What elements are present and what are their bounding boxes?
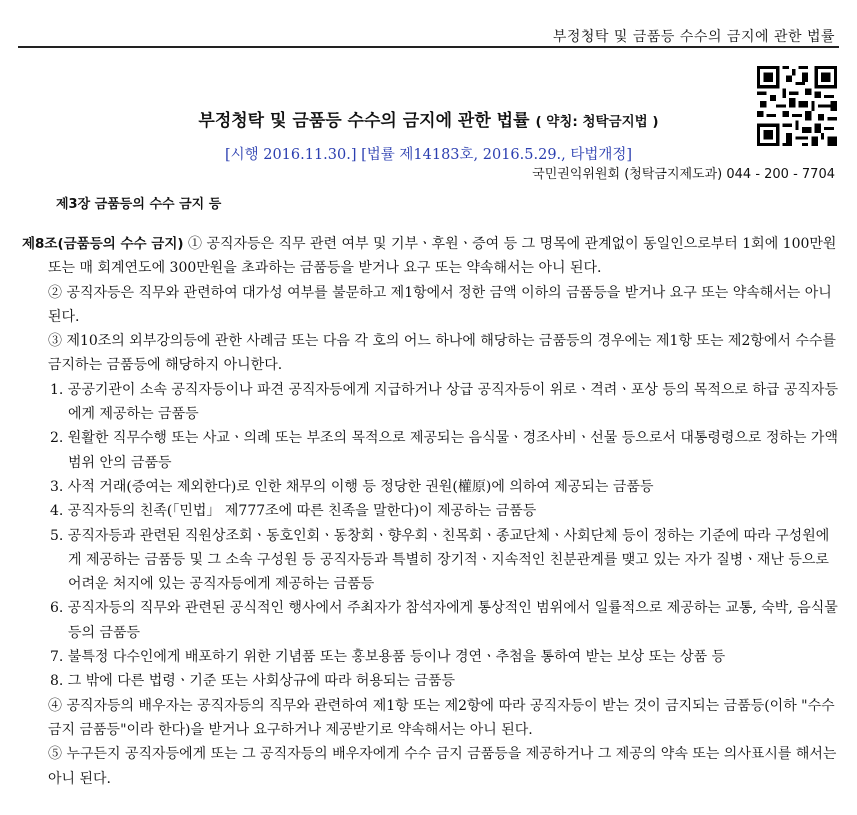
list-item: 3. 사적 거래(증여는 제외한다)로 인한 채무의 이행 등 정당한 권원(權原)에 의하여 제공되는 금품등 [50,478,654,495]
revision-info[interactable]: [시행 2016.11.30.] [법률 제14183호, 2016.5.29., 타법개정] [224,147,633,163]
chapter-heading: 제3장 금품등의 수수 금지 등 [56,197,222,212]
ministry-contact: 국민권익위원회 (청탁금지제도과) 044 - 200 - 7704 [532,167,835,182]
document-title [0,106,857,131]
list-item: 7. 불특정 다수인에게 배포하기 위한 기념품 또는 홍보용품 등이나 경연ㆍ추첨을 통하여 받는 보상 또는 상품 등 [50,649,726,666]
header-divider [18,46,839,48]
list-item: 2. 원활한 직무수행 또는 사교ㆍ의례 또는 부조의 목적으로 제공되는 음식물ㆍ경조사비ㆍ선물 등으로서 대통령령으로 정하는 가액 범위 안의 금품등 [50,430,838,471]
law-title: 부정청탁 및 금품등 수수의 금지에 관한 법률 [198,111,530,131]
article-body [22,232,840,791]
law-abbreviation: ( 약칭: 청탁금지법 ) [535,114,659,130]
list-item: 8. 그 밖에 다른 법령ㆍ기준 또는 사회상규에 따라 허용되는 금품등 [50,673,456,690]
list-item: 4. 공직자등의 친족(「민법」 제777조에 따른 친족을 말한다)이 제공하는 금품등 [50,503,537,520]
paragraph-1-text: ① 공직자등은 직무 관련 여부 및 기부ㆍ후원ㆍ증여 등 그 명목에 관계없이 동일인으로부터 1회에 100만원 또는 매 회계연도에 300만원을 초과하는 금품등을 받거나 요구 또는 약속해서는 아니 된다. [48,236,837,277]
article-paragraph-2: ② 공직자등은 직무와 관련하여 대가성 여부를 불문하고 제1항에서 정한 금액 이하의 금품등을 받거나 요구 또는 약속해서는 아니 된다. [48,284,832,325]
article-paragraph-3: ③ 제10조의 외부강의등에 관한 사례금 또는 다음 각 호의 어느 하나에 해당하는 금품등의 경우에는 제1항 또는 제2항에서 수수를 금지하는 금품등에 해당하지 아니한다. [48,333,836,374]
list-item: 6. 공직자등의 직무와 관련된 공식적인 행사에서 주최자가 참석자에게 통상적인 범위에서 일률적으로 제공하는 교통, 숙박, 음식물 등의 금품등 [50,600,838,641]
article-paragraph-4: ④ 공직자등의 배우자는 공직자등의 직무와 관련하여 제1항 또는 제2항에 따라 공직자등이 받는 것이 금지되는 금품등(이하 "수수 금지 금품등"이라 한다)을 받거나 요구하거나 제공받기로 약속해서는 아니 된다. [48,697,835,738]
article-paragraph-5: ⑤ 누구든지 공직자등에게 또는 그 공직자등의 배우자에게 수수 금지 금품등을 제공하거나 그 제공의 약속 또는 의사표시를 해서는 아니 된다. [48,746,837,787]
list-item: 1. 공공기관이 소속 공직자등이나 파견 공직자등에게 지급하거나 상급 공직자등이 위로ㆍ격려ㆍ포상 등의 목적으로 하급 공직자등에게 제공하는 금품등 [50,381,838,423]
list-item: 5. 공직자등과 관련된 직원상조회ㆍ동호인회ㆍ동창회ㆍ향우회ㆍ친목회ㆍ종교단체ㆍ사회단체 등이 정하는 기준에 따라 구성원에게 제공하는 금품등 및 그 소속 구성원 등 공직자등과 특별히 장기적ㆍ지속적인 친분관계를 맺고 있는 자가 질병ㆍ재난 등으로 어려운 처지에 있는 공직자등에게 제공하는 금품등 [50,527,830,593]
article-paragraph-1 [22,232,840,281]
running-header-title: 부정청탁 및 금품등 수수의 금지에 관한 법률 [552,29,835,45]
article-heading: 제8조(금품등의 수수 금지) [22,236,184,252]
